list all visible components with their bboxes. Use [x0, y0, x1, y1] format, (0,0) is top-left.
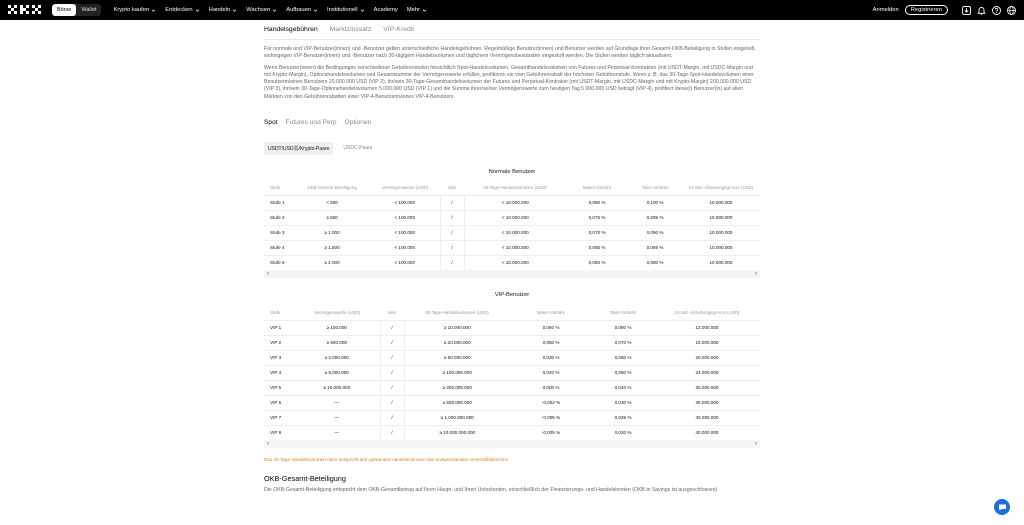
table-cell: ≥ 500.000.000	[404, 395, 510, 410]
nav-item-wachsen[interactable]	[246, 7, 277, 13]
okb-section-title: OKB-Gesamt-Beteiligung	[264, 474, 346, 484]
scroll-right-icon[interactable]: ›	[755, 441, 757, 448]
table-row	[264, 380, 760, 395]
table-row	[264, 425, 760, 440]
table-cell: 0,070 %	[566, 225, 628, 240]
tabs-divider	[264, 39, 760, 40]
table-cell: VIP 6	[264, 395, 294, 410]
table-cell: /	[380, 350, 404, 365]
table-cell: < 100.000	[370, 255, 440, 270]
table-cell: 0,095 %	[628, 210, 682, 225]
table-cell: 0,085 %	[628, 240, 682, 255]
table-cell: < 100.000	[370, 195, 440, 210]
chevron-down-icon	[360, 8, 365, 13]
column-header: Taker-Gebühr	[609, 310, 637, 316]
table-cell: ≥ 200.000.000	[404, 380, 510, 395]
example-paragraph: Wenn Benutzer(innen) die Bedingungen verschiedener Gebührenstufen hinsichtlich Spot-Handelsvolumen, Gesamthandelsvolumen von Futures und Perpetual-Kontrakten (mit USDT-Margin, mit USDC-Margin und mit Krypto-Margin), Optionshandelsvolumen und Gesamtsumme der Vermögenswerte erfüllen, profitieren sie vom Gebührenrabatt der höchsten Gebührenstufe. Wenn z. B. das 30-Tage-Spot-Handelsvolumen einer Benutzerin/eines Benutzers 20.000.000 USD (VIP 2), ihr/sein 30-Tage-Gesamthandelsvolumen der Futures und Perpetual-Kontrakte (mit USDT-Margin, mit USDC-Margin und mit Krypto-Margin) 200.000.000 USD (VIP 3), ihr/sein 30-Tage-Optionehandelsvolumen 5.000.000 USD (VIP 1) und die Summe ihrer/seiner Vermögenswerte zum heutigen Tag 5.000.000 USD beträgt (VIP 4), profitiert diese(r) Benutzer(in) auf allen Märkten von den Gebührenrabatten einer VIP-4-Benutzerin/eines VIP-4-Benutzers.	[264, 64, 754, 100]
scroll-left-icon[interactable]: ‹	[267, 271, 269, 278]
table-cell: /	[440, 240, 464, 255]
download-icon[interactable]	[962, 6, 971, 15]
table-cell: < 10.000.000	[464, 195, 566, 210]
tab-marktzinssatz[interactable]: Marktzinssatz	[329, 26, 372, 33]
table-cell: ≥ 2.000	[294, 255, 370, 270]
column-header: 24-Std.-Abhebungsgrenze (USD)	[674, 310, 740, 316]
column-header: Maker-Gebühr	[582, 185, 612, 191]
table-cell: < 10.000.000	[464, 255, 566, 270]
column-header: Stufe	[270, 185, 281, 191]
column-header: Vermögenswerte (USD)	[313, 310, 361, 316]
nav-item-aufbauen[interactable]	[286, 7, 318, 13]
chevron-down-icon	[422, 8, 427, 13]
nav-item-label: Wachsen	[246, 7, 271, 13]
column-header: Stufe	[270, 310, 281, 316]
table-cell: /	[440, 255, 464, 270]
boerse-toggle[interactable]: Börse	[52, 4, 76, 16]
table-cell: 0,030 %	[592, 395, 654, 410]
table-header-row	[264, 181, 760, 195]
table-cell: VIP 8	[264, 425, 294, 440]
table-cell: ≥ 20.000.000	[404, 335, 510, 350]
table-cell: ≥ 100.000	[294, 320, 380, 335]
table-cell: VIP 4	[264, 365, 294, 380]
table-cell: Stufe 3	[264, 225, 294, 240]
table-cell: ≥ 2.000.000	[294, 350, 380, 365]
column-header: Taker-Gebühr	[641, 185, 669, 191]
table-cell: ≥ 1.500	[294, 240, 370, 255]
table-cell: < 100.000	[370, 225, 440, 240]
column-header: oder	[447, 185, 457, 191]
tab-spot[interactable]: Spot	[264, 119, 278, 127]
scroll-track[interactable]	[272, 440, 752, 448]
table-cell: 0,020 %	[592, 425, 654, 440]
table-cell: 36.000.000	[654, 395, 760, 410]
login-link[interactable]: Anmelden	[872, 7, 899, 13]
nav-item-label: Mehr	[406, 7, 421, 13]
table-cell: < 10.000.000	[464, 225, 566, 240]
table-cell: Stufe 4	[264, 240, 294, 255]
normal-users-title: Normale Benutzer	[488, 169, 536, 176]
table-cell: 0,025 %	[592, 410, 654, 425]
table-cell: /	[440, 225, 464, 240]
tab-handelsgebuehren[interactable]: Handelsgebühren	[264, 20, 318, 40]
table-cell: ≥ 5.000.000	[294, 365, 380, 380]
chat-icon	[998, 503, 1007, 512]
table-cell: 10.000.000	[682, 225, 760, 240]
header-actions	[873, 0, 1016, 20]
table-row	[264, 335, 760, 350]
table-cell: 0,030 %	[510, 350, 592, 365]
table-cell: 10.000.000	[682, 210, 760, 225]
table-cell: VIP 7	[264, 410, 294, 425]
normal-users-table	[264, 181, 760, 270]
table-cell: /	[440, 210, 464, 225]
nav-item-label: Academy	[373, 7, 398, 13]
table-cell: VIP 1	[264, 320, 294, 335]
table-cell: ≥ 100.000.000	[404, 365, 510, 380]
table-cell: ≥ 10.000.000	[294, 380, 380, 395]
table-cell: Stufe 5	[264, 255, 294, 270]
table-cell: VIP 3	[264, 350, 294, 365]
table-cell: /	[380, 365, 404, 380]
column-header: 30-Tage-Handelsvolumen (USD)	[425, 310, 489, 316]
okx-logo[interactable]	[8, 5, 44, 15]
boerse-wallet-switch	[52, 4, 101, 16]
table-cell: /	[380, 410, 404, 425]
chevron-down-icon	[151, 8, 156, 13]
table-row	[264, 255, 760, 270]
table-cell: /	[380, 395, 404, 410]
column-header: Maker-Gebühr	[536, 310, 566, 316]
table-cell: 10.000.000	[682, 240, 760, 255]
vip-users-title: VIP-Benutzer	[494, 292, 530, 299]
table-cell: —	[294, 410, 380, 425]
table-cell: < 10.000.000	[464, 240, 566, 255]
table-cell: Stufe 1	[264, 195, 294, 210]
table-cell: 0,075 %	[566, 210, 628, 225]
tab-optionen[interactable]: Optionen	[344, 119, 372, 127]
table-cell: 0,080 %	[628, 255, 682, 270]
volume-note: Das 30-Tage-Handelsvolumen oben entspricht dem gesamten Handelsvolumen des entsprechenden Geschäftsbereichs	[264, 457, 508, 463]
table-row	[264, 410, 760, 425]
nav-item-label: Institutionell	[327, 7, 358, 13]
table-cell: —	[294, 395, 380, 410]
bell-icon[interactable]	[977, 6, 986, 15]
normal-table-scrollbar[interactable]	[264, 270, 760, 278]
nav-item-label: Aufbauen	[286, 7, 312, 13]
top-navigation-bar	[0, 0, 1024, 20]
tab-futures-perp[interactable]: Futures und Perp	[285, 119, 337, 127]
product-tabs	[264, 119, 760, 126]
table-row	[264, 395, 760, 410]
chat-support-button[interactable]	[994, 499, 1010, 515]
table-cell: /	[380, 320, 404, 335]
table-cell: VIP 5	[264, 380, 294, 395]
scroll-right-icon[interactable]: ›	[755, 271, 757, 278]
table-cell: —	[294, 425, 380, 440]
table-cell: 40.000.000	[654, 425, 760, 440]
help-icon[interactable]	[992, 6, 1001, 15]
table-cell: 0,000 %	[510, 380, 592, 395]
table-row	[264, 210, 760, 225]
table-cell: Stufe 2	[264, 210, 294, 225]
column-header: oder	[387, 310, 397, 316]
scroll-track[interactable]	[272, 270, 752, 278]
table-cell: -0,005 %	[510, 425, 592, 440]
table-cell: 0,065 %	[566, 240, 628, 255]
chevron-down-icon	[272, 8, 277, 13]
nav-item-krypto-kaufen[interactable]	[113, 7, 156, 13]
table-cell: 0,060 %	[510, 320, 592, 335]
table-cell: /	[440, 195, 464, 210]
chip-usdt-usd-crypto[interactable]: USDT/USD基/Krypto-Paare	[264, 142, 333, 155]
table-cell: < 500	[294, 195, 370, 210]
chevron-down-icon	[313, 8, 318, 13]
main-nav	[113, 7, 436, 13]
table-cell: < 100.000	[370, 210, 440, 225]
table-cell: ≥ 10.000.000.000	[404, 425, 510, 440]
table-cell: 0,090 %	[628, 225, 682, 240]
chevron-down-icon	[232, 8, 237, 13]
table-cell: ≥ 10.000.000	[404, 320, 510, 335]
table-cell: 0,020 %	[510, 365, 592, 380]
column-header: 30-Tage-Handelsvolumen (USD)	[483, 185, 547, 191]
table-header-row	[264, 306, 760, 320]
chevron-down-icon	[195, 8, 200, 13]
table-row	[264, 320, 760, 335]
pair-filter	[264, 142, 760, 155]
nav-item-entdecken[interactable]	[165, 7, 199, 13]
table-cell: 0,050 %	[592, 365, 654, 380]
vip-users-table	[264, 306, 760, 440]
table-cell: 40.000.000	[654, 410, 760, 425]
nav-item-academy[interactable]	[374, 7, 398, 13]
table-cell: ≥ 1.000	[294, 225, 370, 240]
main-content	[264, 20, 760, 494]
vip-table-scrollbar[interactable]	[264, 440, 760, 448]
table-row	[264, 195, 760, 210]
table-cell: 16.000.000	[654, 335, 760, 350]
column-header: 24-Std.-Abhebungsgrenze (USD)	[688, 185, 754, 191]
nav-item-label: Krypto kaufen	[113, 7, 150, 13]
table-cell: /	[380, 335, 404, 350]
table-cell: ≥ 50.000.000	[404, 350, 510, 365]
nav-item-label: Entdecken	[165, 7, 193, 13]
table-cell: ≥ 500	[294, 210, 370, 225]
register-button[interactable]: Registrieren	[905, 5, 948, 15]
table-cell: -0,005 %	[510, 410, 592, 425]
chip-usdc-pairs[interactable]: USDC-Paare	[343, 145, 373, 152]
table-cell: VIP 2	[264, 335, 294, 350]
table-cell: ≥ 1.000.000.000	[404, 410, 510, 425]
table-cell: 0,040 %	[592, 380, 654, 395]
table-cell: 24.000.000	[654, 365, 760, 380]
table-cell: 10.000.000	[682, 195, 760, 210]
nav-item-mehr[interactable]	[407, 7, 427, 13]
table-row	[264, 240, 760, 255]
fee-tabs	[264, 20, 760, 40]
scroll-left-icon[interactable]: ‹	[267, 441, 269, 448]
table-cell: < 100.000	[370, 240, 440, 255]
nav-item-institutionell[interactable]	[327, 7, 365, 13]
table-cell: /	[380, 425, 404, 440]
column-header: Vermögenswerte (USD)	[381, 185, 429, 191]
table-cell: 0,060 %	[566, 255, 628, 270]
nav-item-label: Handeln	[208, 7, 231, 13]
table-cell: 30.000.000	[654, 380, 760, 395]
table-cell: < 10.000.000	[464, 210, 566, 225]
table-cell: 0,050 %	[510, 335, 592, 350]
wallet-toggle[interactable]: Wallet	[81, 7, 97, 13]
table-cell: /	[380, 380, 404, 395]
table-row	[264, 350, 760, 365]
nav-item-handeln[interactable]	[209, 7, 238, 13]
table-cell: 20.000.000	[654, 350, 760, 365]
globe-icon[interactable]	[1007, 6, 1016, 15]
tab-vip-kredit[interactable]: VIP-Kredit	[383, 26, 415, 33]
table-cell: 12.000.000	[654, 320, 760, 335]
table-cell: ≥ 500.000	[294, 335, 380, 350]
table-row	[264, 365, 760, 380]
table-cell: 0,100 %	[628, 195, 682, 210]
table-cell: 0,080 %	[566, 195, 628, 210]
okb-section-text: Die OKB-Gesamt-Beteiligung entspricht dem OKB-Gesamtbetrag auf Ihren Haupt- und Ihren Unterkonten, einschließlich der Finanzierungs- und Handelskonten (OKB in Savings ist ausgeschlossen)	[264, 487, 718, 494]
table-cell: 0,070 %	[592, 335, 654, 350]
column-header: OKB-Gesamt-Beteiligung	[307, 185, 357, 191]
table-row	[264, 225, 760, 240]
intro-paragraph: Für normale und VIP-Benutzer(innen) und -Benutzer gelten unterschiedliche Handelsgebühren. Regelmäßige Benutzer(innen) und Benutzer werden auf Grundlage ihrer Gesamt-OKB-Beteiligung in Stufen eingeteilt, wohingegen VIP-Benutzer(innen) und -Benutzer nach 30-tägigem Handelsvolumen und täglichem Vermögensbeständen eingestuft werden. Die Stufen werden täglich aktualisiert.	[264, 46, 756, 60]
table-cell: 10.000.000	[682, 255, 760, 270]
table-cell: 0,060 %	[592, 350, 654, 365]
table-cell: 0,080 %	[592, 320, 654, 335]
table-cell: -0,002 %	[510, 395, 592, 410]
